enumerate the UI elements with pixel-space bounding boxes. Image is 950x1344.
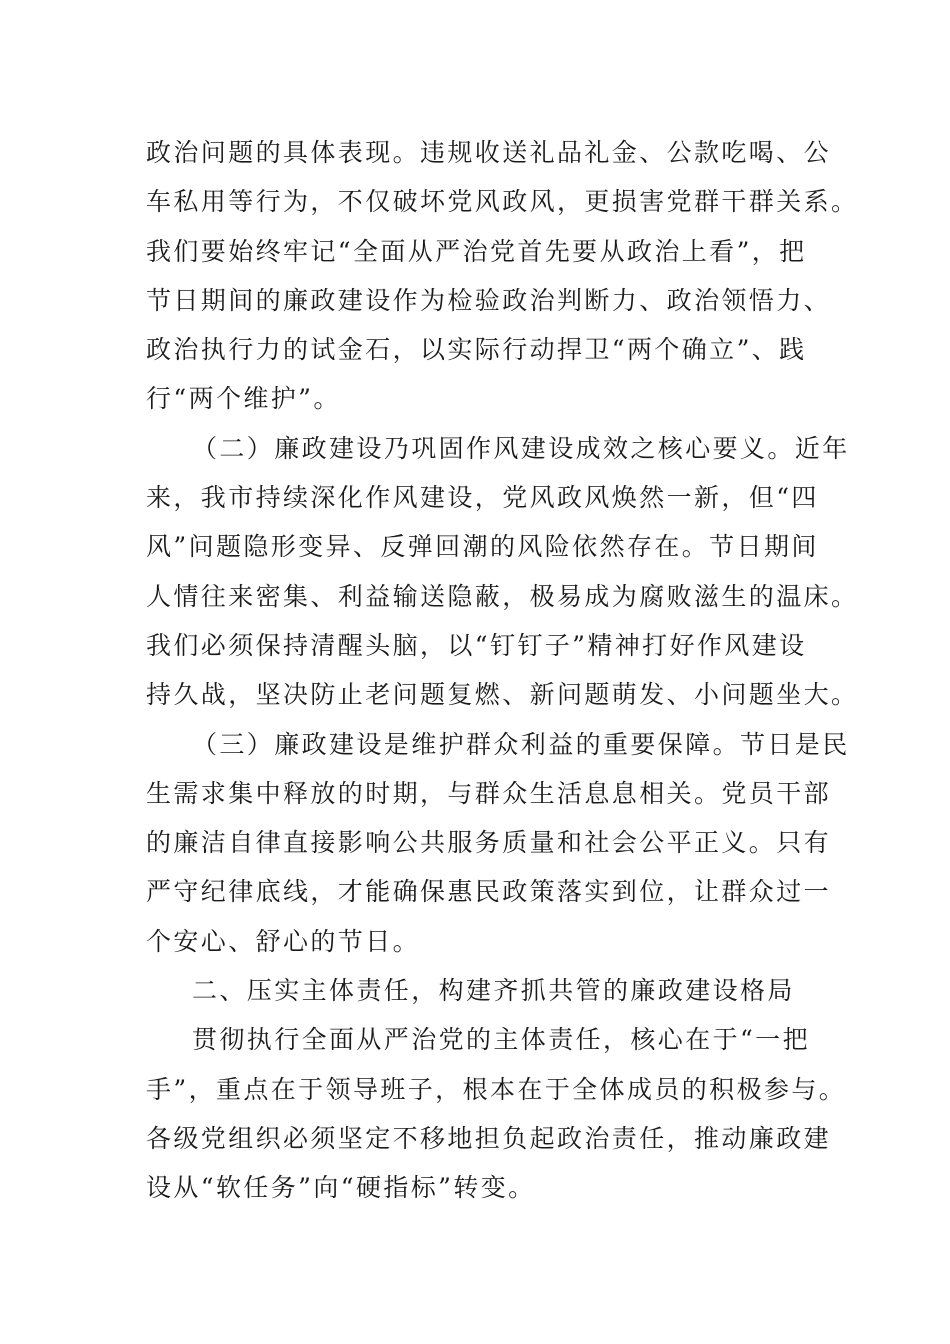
text-line: 的廉洁自律直接影响公共服务质量和社会公平正义。只有 [146,828,832,858]
text-line: 各级党组织必须坚定不移地担负起政治责任，推动廉政建 [146,1123,832,1153]
section-heading: 二、压实主体责任，构建齐抓共管的廉政建设格局 [192,976,795,1006]
text-line: 人情往来密集、利益输送隐蔽，极易成为腐败滋生的温床。 [146,581,859,611]
text-line: 严守纪律底线，才能确保惠民政策落实到位，让群众过一 [146,877,832,907]
text-line: 政治问题的具体表现。违规收送礼品礼金、公款吃喝、公 [146,138,832,167]
document-body [146,128,859,1213]
text-line: 车私用等行为，不仅破坏党风政风，更损害党群干群关系。 [146,187,859,217]
paragraph-heading-line: （二）廉政建设乃巩固作风建设成效之核心要义。近年 [192,433,850,463]
text-line: 我们必须保持清醒头脑，以“钉钉子”精神打好作风建设 [146,630,807,660]
text-line: 节日期间的廉政建设作为检验政治判断力、政治领悟力、 [146,285,832,315]
paragraph-heading-line: （三）廉政建设是维护群众利益的重要保障。节日是民 [192,729,850,759]
text-line: 生需求集中释放的时期，与群众生活息息相关。党员干部 [146,778,832,808]
text-line: 个安心、舒心的节日。 [146,926,421,956]
text-line: 持久战，坚决防止老问题复燃、新问题萌发、小问题坐大。 [146,680,859,710]
text-line: 行“两个维护”。 [146,384,341,414]
text-line: 手”，重点在于领导班子，根本在于全体成员的积极参与。 [146,1074,847,1104]
text-line: 设从“软任务”向“硬指标”转变。 [146,1173,536,1203]
text-line: 风”问题隐形变异、反弹回潮的风险依然存在。节日期间 [146,532,819,562]
text-line: 我们要始终牢记“全面从严治党首先要从政治上看”，把 [146,236,807,266]
text-line: 政治执行力的试金石，以实际行动捍卫“两个确立”、践 [146,335,807,365]
text-line: 来，我市持续深化作风建设，党风政风焕然一新，但“四 [146,483,819,513]
paragraph-first-line: 贯彻执行全面从严治党的主体责任，核心在于“一把 [192,1025,810,1055]
